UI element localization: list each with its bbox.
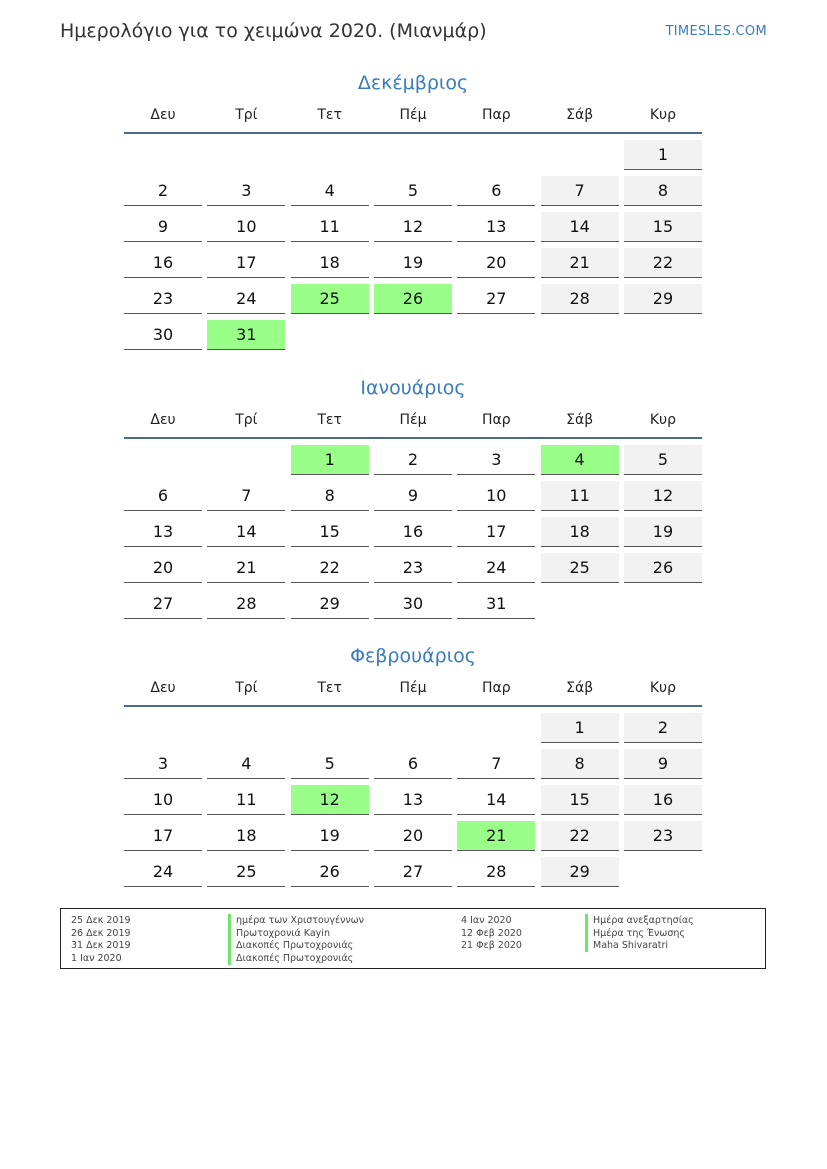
legend-date: 31 Δεκ 2019 <box>71 940 131 952</box>
day-cell[interactable]: 19 <box>374 248 452 278</box>
weekday-label: Δευ <box>150 107 176 123</box>
day-cell[interactable]: 5 <box>374 176 452 206</box>
weeks-grid <box>124 439 702 625</box>
day-cell[interactable]: 19 <box>624 517 702 547</box>
day-cell[interactable]: 23 <box>374 553 452 583</box>
empty-day-cell <box>291 320 369 350</box>
day-cell[interactable]: 21 <box>457 821 535 851</box>
holiday-legend <box>60 908 766 969</box>
day-cell[interactable]: 26 <box>374 284 452 314</box>
legend-date: 25 Δεκ 2019 <box>71 915 131 926</box>
month-name: Δεκέμβριος <box>357 72 469 94</box>
day-cell[interactable]: 3 <box>207 176 285 206</box>
day-cell[interactable]: 15 <box>541 785 619 815</box>
day-cell[interactable]: 10 <box>457 481 535 511</box>
day-cell[interactable]: 12 <box>374 212 452 242</box>
weeks-grid <box>124 707 702 893</box>
day-cell[interactable]: 25 <box>541 553 619 583</box>
weeks-grid <box>124 134 702 356</box>
week-row <box>124 785 702 821</box>
empty-day-cell <box>624 320 702 350</box>
day-cell[interactable]: 26 <box>624 553 702 583</box>
weekday-label: Πέμ <box>399 412 427 428</box>
day-cell[interactable]: 1 <box>291 445 369 475</box>
weekday-label: Τετ <box>317 412 342 428</box>
weekday-label: Τετ <box>317 107 342 123</box>
day-cell[interactable]: 6 <box>124 481 202 511</box>
day-cell[interactable]: 16 <box>374 517 452 547</box>
month-name: Φεβρουάριος <box>350 645 476 667</box>
week-row <box>124 320 702 356</box>
day-cell[interactable]: 26 <box>291 857 369 887</box>
day-cell[interactable]: 23 <box>624 821 702 851</box>
day-cell[interactable]: 11 <box>207 785 285 815</box>
weekday-header-row <box>124 98 702 134</box>
legend-date: 12 Φεβ 2020 <box>461 927 522 939</box>
weekday-label: Τρί <box>235 412 258 428</box>
day-cell[interactable]: 15 <box>624 212 702 242</box>
day-cell[interactable]: 31 <box>207 320 285 350</box>
empty-day-cell <box>124 140 202 170</box>
day-cell[interactable]: 21 <box>207 553 285 583</box>
day-cell[interactable]: 9 <box>374 481 452 511</box>
empty-day-cell <box>541 320 619 350</box>
day-cell[interactable]: 29 <box>291 589 369 619</box>
legend-holiday-name: Ημέρα ανεξαρτησίας <box>585 914 694 927</box>
day-cell[interactable]: 22 <box>541 821 619 851</box>
legend-holiday-name: Πρωτοχρονιά Kayin <box>228 927 330 940</box>
day-cell[interactable]: 27 <box>374 857 452 887</box>
day-cell[interactable]: 9 <box>624 749 702 779</box>
empty-day-cell <box>207 713 285 743</box>
day-cell[interactable]: 7 <box>207 481 285 511</box>
day-cell[interactable]: 25 <box>207 857 285 887</box>
day-cell[interactable]: 7 <box>457 749 535 779</box>
day-cell[interactable]: 14 <box>207 517 285 547</box>
day-cell[interactable]: 24 <box>457 553 535 583</box>
weekday-label: Πέμ <box>399 680 427 696</box>
empty-day-cell <box>624 857 702 887</box>
day-cell[interactable]: 20 <box>374 821 452 851</box>
weekday-label: Παρ <box>481 107 511 123</box>
weekday-label: Τρί <box>235 107 258 123</box>
day-cell[interactable]: 3 <box>124 749 202 779</box>
weekday-label: Κυρ <box>649 107 677 123</box>
day-cell[interactable]: 22 <box>291 553 369 583</box>
day-cell[interactable]: 12 <box>624 481 702 511</box>
month-block <box>124 68 702 356</box>
week-row <box>124 481 702 517</box>
weekday-label: Παρ <box>481 680 511 696</box>
empty-day-cell <box>457 320 535 350</box>
empty-day-cell <box>374 713 452 743</box>
month-block <box>124 641 702 893</box>
legend-holiday-name: Διακοπές Πρωτοχρονιάς <box>228 939 353 952</box>
empty-day-cell <box>124 713 202 743</box>
day-cell[interactable]: 8 <box>291 481 369 511</box>
day-cell[interactable]: 6 <box>457 176 535 206</box>
week-row <box>124 821 702 857</box>
week-row <box>124 176 702 212</box>
month-name: Ιανουάριος <box>360 377 466 399</box>
day-cell[interactable]: 2 <box>374 445 452 475</box>
day-cell[interactable]: 8 <box>541 749 619 779</box>
empty-day-cell <box>207 445 285 475</box>
day-cell[interactable]: 10 <box>124 785 202 815</box>
day-cell[interactable]: 24 <box>124 857 202 887</box>
day-cell[interactable]: 25 <box>291 284 369 314</box>
day-cell[interactable]: 28 <box>541 284 619 314</box>
legend-holiday-name: Ημέρα της Ένωσης <box>585 927 685 940</box>
day-cell[interactable]: 22 <box>624 248 702 278</box>
legend-date: 21 Φεβ 2020 <box>461 940 522 952</box>
day-cell[interactable]: 1 <box>624 140 702 170</box>
page-title: Ημερολόγιο για το χειμώνα 2020. (Μιανμάρ) <box>60 20 487 42</box>
weekday-header-row <box>124 403 702 439</box>
legend-holiday-name: Διακοπές Πρωτοχρονιάς <box>228 952 353 965</box>
empty-day-cell <box>291 140 369 170</box>
day-cell[interactable]: 10 <box>207 212 285 242</box>
day-cell[interactable]: 27 <box>457 284 535 314</box>
day-cell[interactable]: 4 <box>207 749 285 779</box>
day-cell[interactable]: 21 <box>541 248 619 278</box>
day-cell[interactable]: 16 <box>124 248 202 278</box>
day-cell[interactable]: 24 <box>207 284 285 314</box>
day-cell[interactable]: 23 <box>124 284 202 314</box>
legend-date: 1 Ιαν 2020 <box>71 952 122 964</box>
weekday-label: Σάβ <box>566 107 594 123</box>
day-cell[interactable]: 13 <box>457 212 535 242</box>
legend-holiday-name: ημέρα των Χριστουγέννων <box>228 914 364 927</box>
day-cell[interactable]: 5 <box>624 445 702 475</box>
day-cell[interactable]: 17 <box>207 248 285 278</box>
legend-date: 26 Δεκ 2019 <box>71 927 131 939</box>
empty-day-cell <box>541 589 619 619</box>
empty-day-cell <box>457 140 535 170</box>
day-cell[interactable]: 5 <box>291 749 369 779</box>
day-cell[interactable]: 17 <box>457 517 535 547</box>
day-cell[interactable]: 30 <box>124 320 202 350</box>
week-row <box>124 589 702 625</box>
week-row <box>124 284 702 320</box>
day-cell[interactable]: 7 <box>541 176 619 206</box>
weekday-label: Παρ <box>481 412 511 428</box>
empty-day-cell <box>374 320 452 350</box>
day-cell[interactable]: 19 <box>291 821 369 851</box>
week-row <box>124 713 702 749</box>
day-cell[interactable]: 17 <box>124 821 202 851</box>
weekday-label: Τετ <box>317 680 342 696</box>
week-row <box>124 517 702 553</box>
day-cell[interactable]: 18 <box>541 517 619 547</box>
day-cell[interactable]: 4 <box>541 445 619 475</box>
day-cell[interactable]: 31 <box>457 589 535 619</box>
day-cell[interactable]: 14 <box>457 785 535 815</box>
empty-day-cell <box>124 445 202 475</box>
day-cell[interactable]: 14 <box>541 212 619 242</box>
day-cell[interactable]: 6 <box>374 749 452 779</box>
day-cell[interactable]: 12 <box>291 785 369 815</box>
day-cell[interactable]: 29 <box>624 284 702 314</box>
day-cell[interactable]: 30 <box>374 589 452 619</box>
week-row <box>124 212 702 248</box>
day-cell[interactable]: 9 <box>124 212 202 242</box>
legend-date: 4 Ιαν 2020 <box>461 915 512 926</box>
day-cell[interactable]: 16 <box>624 785 702 815</box>
day-cell[interactable]: 13 <box>374 785 452 815</box>
week-row <box>124 445 702 481</box>
weekday-label: Κυρ <box>649 412 677 428</box>
weekday-label: Σάβ <box>566 680 594 696</box>
legend-holiday-name: Maha Shivaratri <box>585 939 668 952</box>
day-cell[interactable]: 15 <box>291 517 369 547</box>
empty-day-cell <box>457 713 535 743</box>
week-row <box>124 140 702 176</box>
day-cell[interactable]: 29 <box>541 857 619 887</box>
day-cell[interactable]: 2 <box>624 713 702 743</box>
weekday-label: Σάβ <box>566 412 594 428</box>
week-row <box>124 248 702 284</box>
day-cell[interactable]: 8 <box>624 176 702 206</box>
day-cell[interactable]: 11 <box>291 212 369 242</box>
site-brand-link[interactable]: TIMESLES.COM <box>665 24 767 39</box>
weekday-label: Κυρ <box>649 680 677 696</box>
day-cell[interactable]: 11 <box>541 481 619 511</box>
day-cell[interactable]: 20 <box>457 248 535 278</box>
empty-day-cell <box>541 140 619 170</box>
day-cell[interactable]: 3 <box>457 445 535 475</box>
day-cell[interactable]: 1 <box>541 713 619 743</box>
month-block <box>124 373 702 625</box>
weekday-label: Δευ <box>150 412 176 428</box>
empty-day-cell <box>374 140 452 170</box>
day-cell[interactable]: 2 <box>124 176 202 206</box>
day-cell[interactable]: 20 <box>124 553 202 583</box>
day-cell[interactable]: 27 <box>124 589 202 619</box>
weekday-label: Τρί <box>235 680 258 696</box>
day-cell[interactable]: 18 <box>207 821 285 851</box>
empty-day-cell <box>624 589 702 619</box>
day-cell[interactable]: 4 <box>291 176 369 206</box>
weekday-label: Δευ <box>150 680 176 696</box>
week-row <box>124 749 702 785</box>
day-cell[interactable]: 18 <box>291 248 369 278</box>
empty-day-cell <box>207 140 285 170</box>
week-row <box>124 857 702 893</box>
week-row <box>124 553 702 589</box>
day-cell[interactable]: 13 <box>124 517 202 547</box>
day-cell[interactable]: 28 <box>457 857 535 887</box>
weekday-label: Πέμ <box>399 107 427 123</box>
empty-day-cell <box>291 713 369 743</box>
day-cell[interactable]: 28 <box>207 589 285 619</box>
weekday-header-row <box>124 671 702 707</box>
